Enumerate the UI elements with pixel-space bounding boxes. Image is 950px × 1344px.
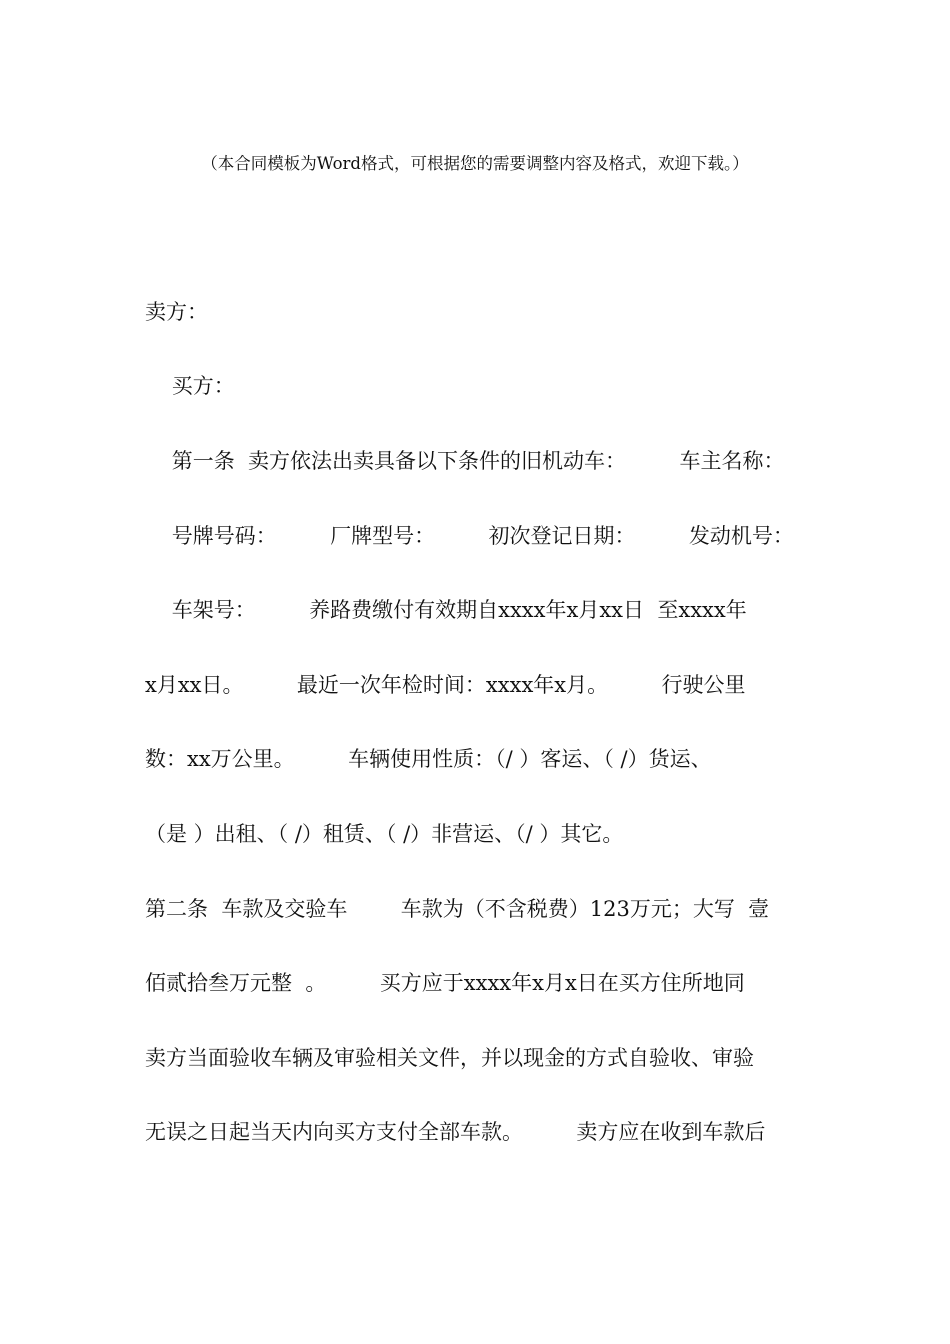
article-1-line-3: 车架号： 养路费缴付有效期自xxxx年x月xx日 至xxxx年	[145, 598, 747, 622]
article-2-line-1: 第二条 车款及交验车 车款为（不含税费）123万元；大写 壹	[145, 897, 770, 921]
template-note: （本合同模板为Word格式，可根据您的需要调整内容及格式，欢迎下载。）	[201, 154, 749, 173]
article-2-line-2: 佰贰拾叁万元整 。 买方应于xxxx年x月x日在买方住所地同	[145, 971, 745, 995]
buyer-label: 买方：	[145, 374, 235, 398]
article-1-line-5: 数：xx万公里。 车辆使用性质：（/ ）客运、（ /）货运、	[145, 747, 712, 771]
article-1-line-4: x月xx日。 最近一次年检时间：xxxx年x月。 行驶公里	[145, 673, 746, 697]
seller-label: 卖方：	[145, 300, 208, 324]
article-1-line-6: （是 ）出租、（ /）租赁、（ /）非营运、（/ ）其它。	[145, 822, 624, 846]
article-1-line-2: 号牌号码： 厂牌型号： 初次登记日期： 发动机号：	[145, 524, 794, 548]
article-1-line-1: 第一条 卖方依法出卖具备以下条件的旧机动车： 车主名称：	[145, 449, 785, 473]
article-2-line-4: 无误之日起当天内向买方支付全部车款。 卖方应在收到车款后	[145, 1120, 766, 1144]
article-2-line-3: 卖方当面验收车辆及审验相关文件，并以现金的方式自验收、审验	[145, 1046, 754, 1070]
